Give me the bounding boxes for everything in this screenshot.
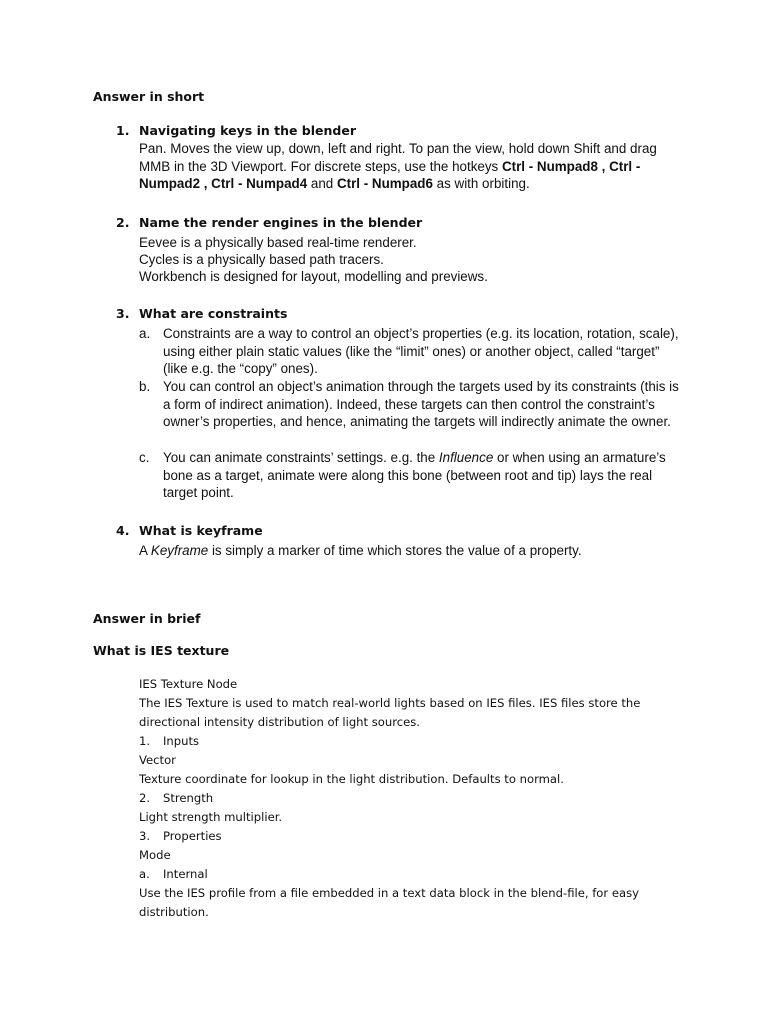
- ies-item-2-num: 2.: [139, 791, 151, 805]
- ies-mode-a: [139, 865, 679, 884]
- question-number-4: 4.: [116, 523, 130, 538]
- ies-node-title: IES Texture Node: [139, 677, 238, 691]
- ies-description-2: directional intensity distribution of light sources.: [139, 715, 420, 729]
- ies-item-2: [139, 789, 679, 808]
- subheading-ies: What is IES texture: [93, 643, 230, 658]
- ies-vector-desc: Texture coordinate for lookup in the light distribution. Defaults to normal.: [139, 772, 564, 786]
- answer-2-line-1: Eevee is a physically based real-time renderer.: [139, 235, 417, 250]
- ies-strength-desc: Light strength multiplier.: [139, 810, 283, 824]
- section-heading-short: Answer in short: [93, 89, 205, 104]
- answer-1: [139, 140, 679, 193]
- answer-4: [139, 542, 679, 560]
- answer-4-em: Keyframe: [150, 543, 209, 558]
- ies-item-1-num: 1.: [139, 734, 151, 748]
- ies-mode-a-letter: a.: [139, 867, 150, 881]
- ies-description-1: The IES Texture is used to match real-world lights based on IES files. IES files store the: [139, 696, 641, 710]
- question-number-1: 1.: [116, 123, 130, 138]
- answer-1-keys-a: Ctrl - Numpad8 , Ctrl - Numpad2 , Ctrl - Numpad4: [139, 158, 641, 191]
- constraint-item-b-text: You can control an object’s animation through the targets used by its constraints (this is a form of indirect animation). Indeed, these targets can then control the constraint’s owner’s properties, and hence, animating the targets will indirectly animate the owner.: [163, 379, 679, 429]
- ies-mode-label: Mode: [139, 848, 171, 862]
- question-title-3: What are constraints: [139, 306, 288, 321]
- constraint-item-c-pre: You can animate constraints’ settings. e.g. the: [163, 450, 439, 465]
- question-number-2: 2.: [116, 215, 130, 230]
- constraint-item-b-letter: b.: [139, 379, 151, 394]
- ies-internal-desc-1: Use the IES profile from a file embedded in a text data block in the blend-file, for easy: [139, 886, 639, 900]
- ies-item-3-num: 3.: [139, 829, 151, 843]
- answer-4-post: is simply a marker of time which stores the value of a property.: [208, 543, 582, 558]
- ies-vector-label: Vector: [139, 753, 176, 767]
- question-title-2: Name the render engines in the blender: [139, 215, 423, 230]
- constraint-item-a-letter: a.: [139, 326, 151, 341]
- answer-1-keys-b: Ctrl - Numpad6: [336, 176, 433, 191]
- ies-item-3-label: Properties: [163, 829, 222, 843]
- question-title-1: Navigating keys in the blender: [139, 123, 357, 138]
- answer-2-line-2: Cycles is a physically based path tracers.: [139, 252, 384, 267]
- section-heading-brief: Answer in brief: [93, 611, 201, 626]
- constraint-item-c-letter: c.: [139, 450, 150, 465]
- ies-mode-a-label: Internal: [163, 867, 208, 881]
- constraint-item-c-post: or when using an armature’s bone as a target, animate were along this bone (between root and tip) lays the real target point.: [163, 450, 666, 500]
- constraint-item-c-em: Influence: [438, 450, 494, 465]
- answer-1-and: and: [307, 176, 337, 191]
- ies-body: [139, 675, 679, 922]
- ies-item-3: [139, 827, 679, 846]
- ies-item-1: [139, 732, 679, 751]
- constraint-item-a-text: Constraints are a way to control an object’s properties (e.g. its location, rotation, scale), using either plain static values (like the “limit” ones) or another object, called “target” (like e.g. the “copy” ones).: [163, 326, 679, 376]
- ies-internal-desc-2: distribution.: [139, 905, 209, 919]
- answer-1-text-b: as with orbiting.: [432, 176, 530, 191]
- constraint-item-c-text: [163, 449, 679, 502]
- answer-2-line-3: Workbench is designed for layout, modelling and previews.: [139, 269, 488, 284]
- answer-1-text-a: Pan. Moves the view up, down, left and right. To pan the view, hold down Shift and drag MMB in the 3D Viewport. For discrete steps, use the hotkeys: [139, 141, 657, 174]
- answer-4-pre: A: [139, 543, 151, 558]
- question-number-3: 3.: [116, 306, 130, 321]
- ies-item-2-label: Strength: [163, 791, 214, 805]
- ies-item-1-label: Inputs: [163, 734, 200, 748]
- question-title-4: What is keyframe: [139, 523, 263, 538]
